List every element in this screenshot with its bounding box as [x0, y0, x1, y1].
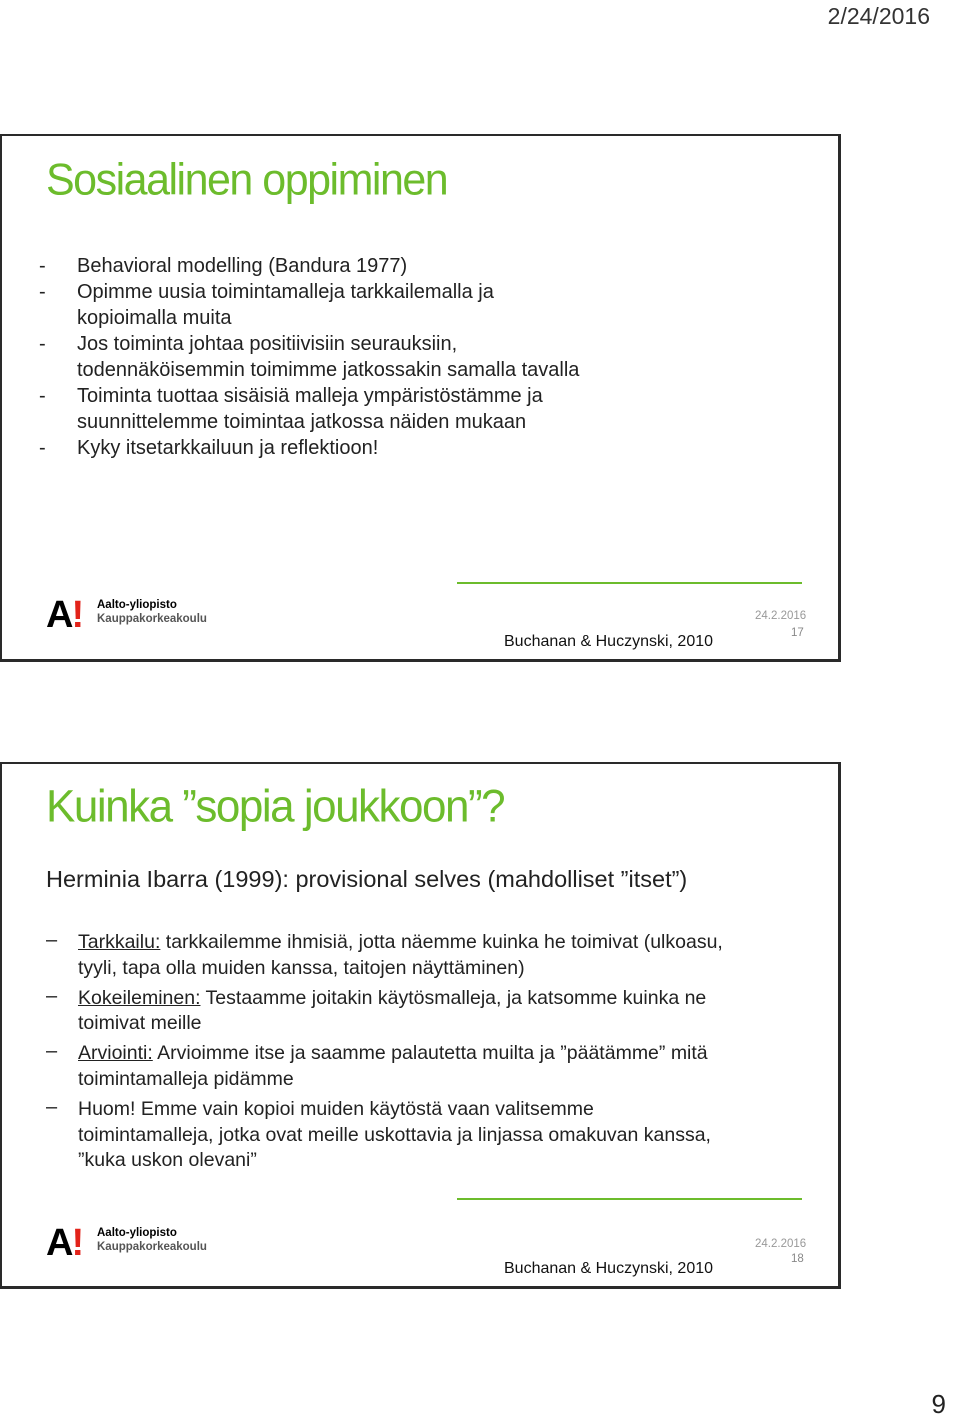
footer-divider	[457, 1198, 802, 1200]
slide-date: 24.2.2016	[755, 1238, 807, 1250]
aalto-logo-mark: A!	[46, 1222, 83, 1264]
bullet-list	[39, 253, 599, 461]
bullet-dash: -	[39, 255, 46, 277]
bullet-item	[46, 1041, 726, 1092]
aalto-logo-mark: A!	[46, 594, 83, 636]
bullet-text: Behavioral modelling (Bandura 1977)	[77, 255, 408, 277]
bullet-item	[39, 331, 599, 383]
slide-17	[0, 134, 841, 662]
slide-title: Kuinka ”sopia joukkoon”?	[46, 781, 505, 832]
bullet-text: Opimme uusia toimintamalleja tarkkailemalla ja kopioimalla muita	[77, 281, 494, 329]
bullet-item	[46, 986, 726, 1037]
bullet-text: Toiminta tuottaa sisäisiä malleja ympäristöstämme ja suunnittelemme toimintaa jatkossa näiden mukaan	[77, 385, 543, 433]
bullet-item	[39, 383, 599, 435]
bullet-item	[46, 930, 726, 981]
bullet-dash: –	[46, 984, 58, 1007]
bullet-term: Arviointi:	[78, 1042, 153, 1065]
slide-date: 24.2.2016	[755, 610, 807, 622]
bullet-dash: –	[46, 1096, 58, 1119]
bullet-dash: -	[39, 333, 46, 355]
lead-text: Herminia Ibarra (1999): provisional selves (mahdolliset ”itset”)	[46, 866, 688, 892]
bullet-item	[39, 253, 599, 279]
bullet-item	[39, 435, 599, 461]
bullet-list	[46, 930, 726, 1178]
bullet-dash: –	[46, 929, 58, 951]
bullet-term: Tarkkailu:	[78, 931, 161, 953]
citation: Buchanan & Huczynski, 2010	[504, 633, 714, 650]
bullet-dash: -	[39, 437, 46, 459]
page-date: 2/24/2016	[827, 3, 930, 29]
page-number: 9	[931, 1389, 946, 1419]
bullet-dash: -	[39, 385, 46, 407]
citation: Buchanan & Huczynski, 2010	[504, 1260, 714, 1277]
footer-divider	[457, 582, 802, 584]
slide-18	[0, 762, 841, 1289]
bullet-dash: –	[46, 1040, 58, 1063]
bullet-text: Arvioimme itse ja saamme palautetta muilta ja ”päätämme” mitä toimintamalleja pidämme	[78, 1042, 708, 1090]
bullet-text: Jos toiminta johtaa positiivisiin seurauksiin, todennäköisemmin toimimme jatkossakin samalla tavalla	[77, 333, 580, 381]
bullet-text: Testaamme joitakin käytösmalleja, ja katsomme kuinka ne toimivat meille	[78, 986, 707, 1035]
aalto-logo-text: Aalto-yliopisto Kauppakorkeakoulu	[97, 599, 207, 625]
bullet-text: Huom! Emme vain kopioi muiden käytöstä vaan valitsemme toimintamalleja, jotka ovat meille uskottavia ja linjassa omakuvan kanssa, ”kuka uskon olevani”	[78, 1098, 711, 1172]
bullet-term: Kokeileminen:	[78, 986, 201, 1009]
bullet-text: Kyky itsetarkkailuun ja reflektioon!	[77, 437, 379, 459]
bullet-item	[39, 279, 599, 331]
slide-number: 17	[791, 627, 804, 639]
aalto-logo	[46, 596, 206, 634]
aalto-logo-text: Aalto-yliopisto Kauppakorkeakoulu	[97, 1227, 207, 1253]
bullet-text: tarkkailemme ihmisiä, jotta näemme kuinka he toimivat (ulkoasu, tyyli, tapa olla muiden kanssa, taitojen näyttäminen)	[78, 931, 723, 979]
slide-number: 18	[791, 1253, 804, 1265]
slide-title: Sosiaalinen oppiminen	[46, 155, 448, 205]
aalto-logo	[46, 1224, 206, 1262]
bullet-dash: -	[39, 281, 46, 303]
bullet-item	[46, 1097, 726, 1174]
